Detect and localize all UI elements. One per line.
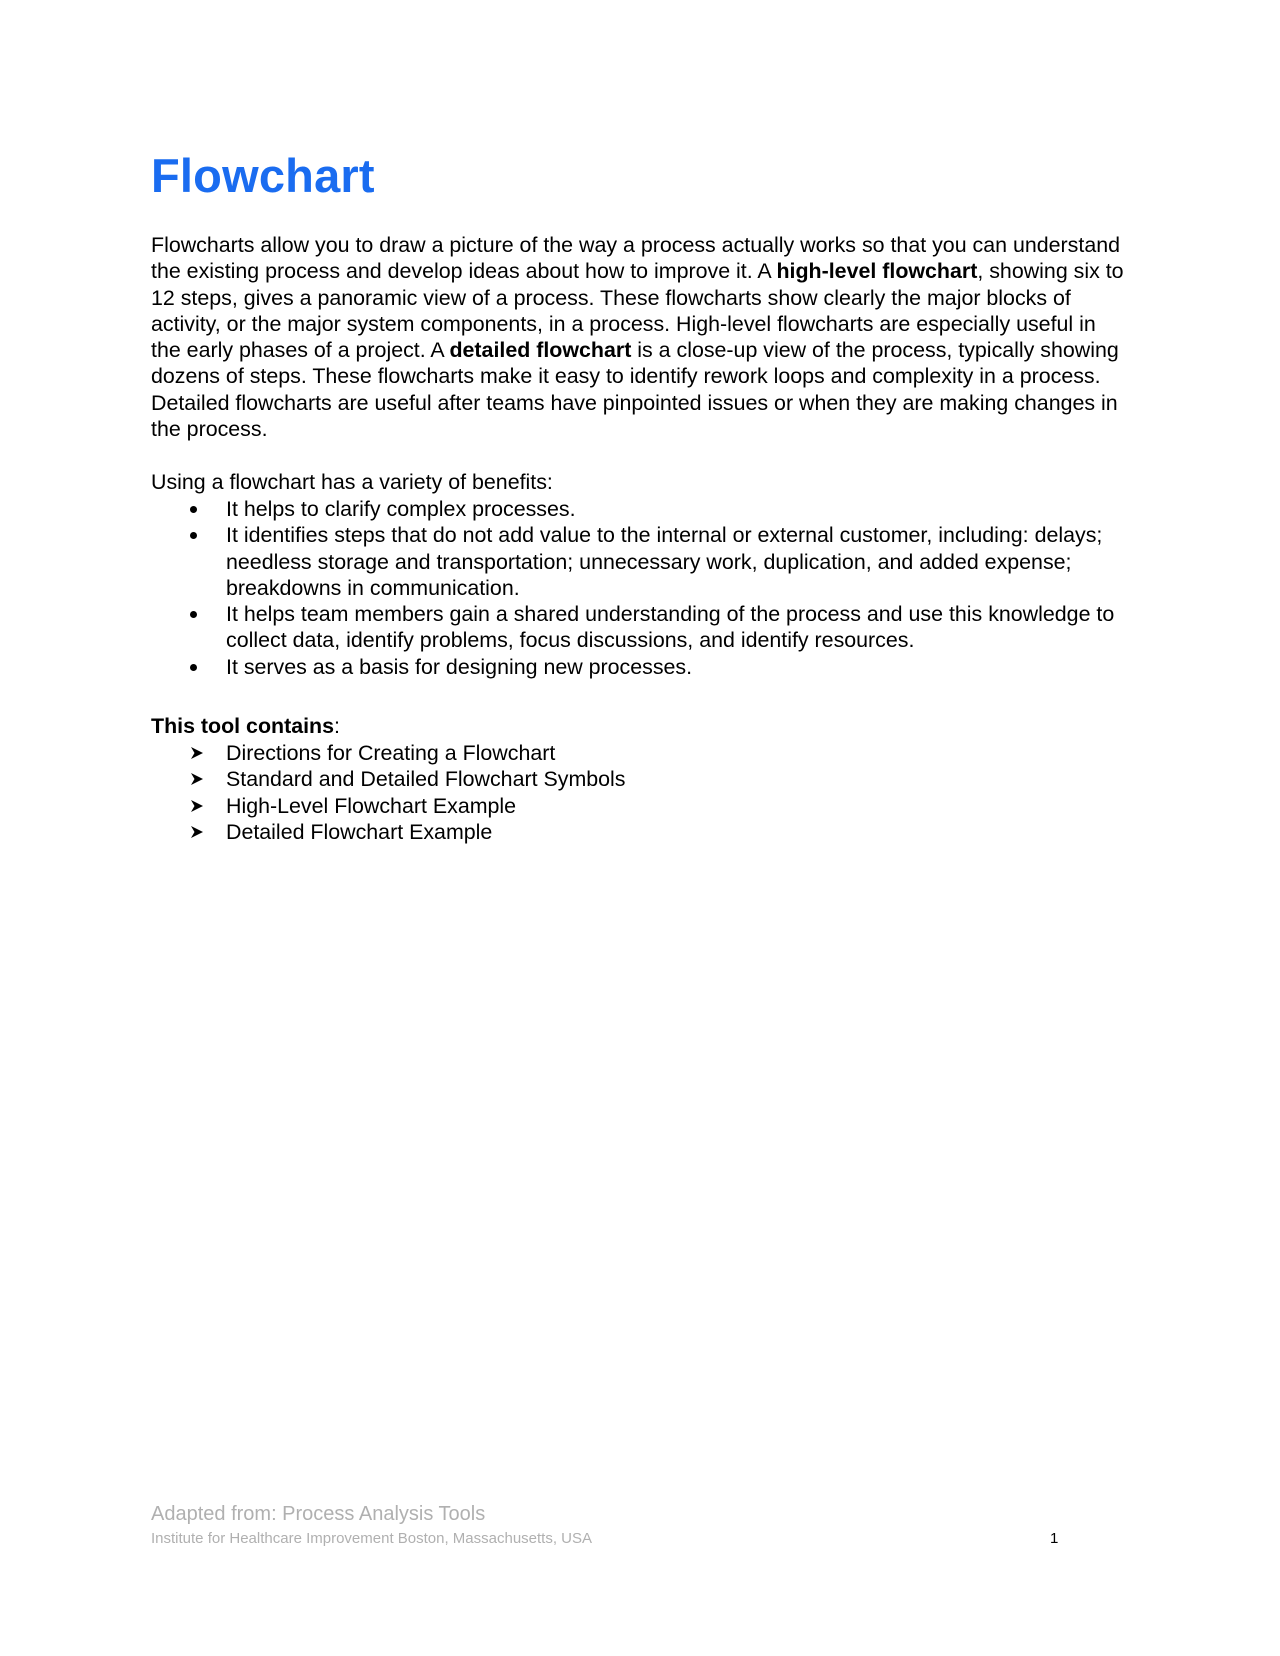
list-item xyxy=(151,740,1131,766)
list-item xyxy=(151,793,1131,819)
page-title: Flowchart xyxy=(151,149,375,202)
intro-text-3: is a close-up view of the process, typically showing dozens of steps. These flowcharts make it easy to identify rework loops and complexity in a process. Detailed flowcharts are useful after teams have pinpointed issues or when they are making changes in the process. xyxy=(151,338,1119,442)
contains-item-text: Directions for Creating a Flowchart xyxy=(226,741,556,765)
list-item xyxy=(151,654,1131,680)
arrow-bullet-icon xyxy=(189,819,205,845)
list-item xyxy=(151,601,1131,654)
page-number: 1 xyxy=(1050,1530,1059,1547)
footer-institute: Institute for Healthcare Improvement Boston, Massachusetts, USA xyxy=(151,1530,593,1547)
contains-item-text: High-Level Flowchart Example xyxy=(226,793,517,818)
intro-bold-high-level: high-level flowchart xyxy=(776,259,978,284)
list-item xyxy=(151,522,1131,601)
contains-item-text: Detailed Flowchart Example xyxy=(226,819,493,844)
intro-paragraph xyxy=(151,232,1131,442)
contains-heading xyxy=(151,713,1131,739)
benefit-text: It serves as a basis for designing new processes. xyxy=(226,654,693,679)
contains-heading-colon: : xyxy=(334,714,340,738)
benefits-heading: Using a flowchart has a variety of benefits: xyxy=(151,470,553,494)
contains-list xyxy=(151,740,1131,845)
contains-heading-bold: This tool contains xyxy=(151,714,335,738)
bullet-icon xyxy=(190,506,197,513)
footer-source: Adapted from: Process Analysis Tools xyxy=(151,1503,486,1525)
bullet-icon xyxy=(190,611,197,618)
list-item xyxy=(151,766,1131,792)
arrow-bullet-icon xyxy=(189,793,205,819)
contains-item-text: Standard and Detailed Flowchart Symbols xyxy=(226,767,626,792)
intro-text-1: Flowcharts allow you to draw a picture of the way a process actually works so that you can understand the existing process and develop ideas about how to improve it. A xyxy=(151,233,1121,284)
benefits-list xyxy=(151,496,1131,680)
arrow-bullet-icon xyxy=(189,740,205,766)
bullet-icon xyxy=(190,532,197,539)
list-item xyxy=(151,496,1131,522)
intro-bold-detailed: detailed flowchart xyxy=(449,338,632,363)
benefit-text: It helps team members gain a shared understanding of the process and use this knowledge to collect data, identify problems, focus discussions, and identify resources. xyxy=(226,602,1115,653)
bullet-icon xyxy=(190,664,197,671)
arrow-bullet-icon xyxy=(189,766,205,792)
list-item xyxy=(151,819,1131,845)
benefit-text: It helps to clarify complex processes. xyxy=(226,497,576,521)
benefit-text: It identifies steps that do not add value to the internal or external customer, including: delays; needless storage and transportation; unnecessary work, duplication, and added expense; breakdowns in communication. xyxy=(226,523,1103,600)
intro-text-2: , showing six to 12 steps, gives a panoramic view of a process. These flowcharts show clearly the major blocks of activity, or the major system components, in a process. High-level flowcharts are especially useful in the early phases of a project. A xyxy=(151,259,1124,363)
